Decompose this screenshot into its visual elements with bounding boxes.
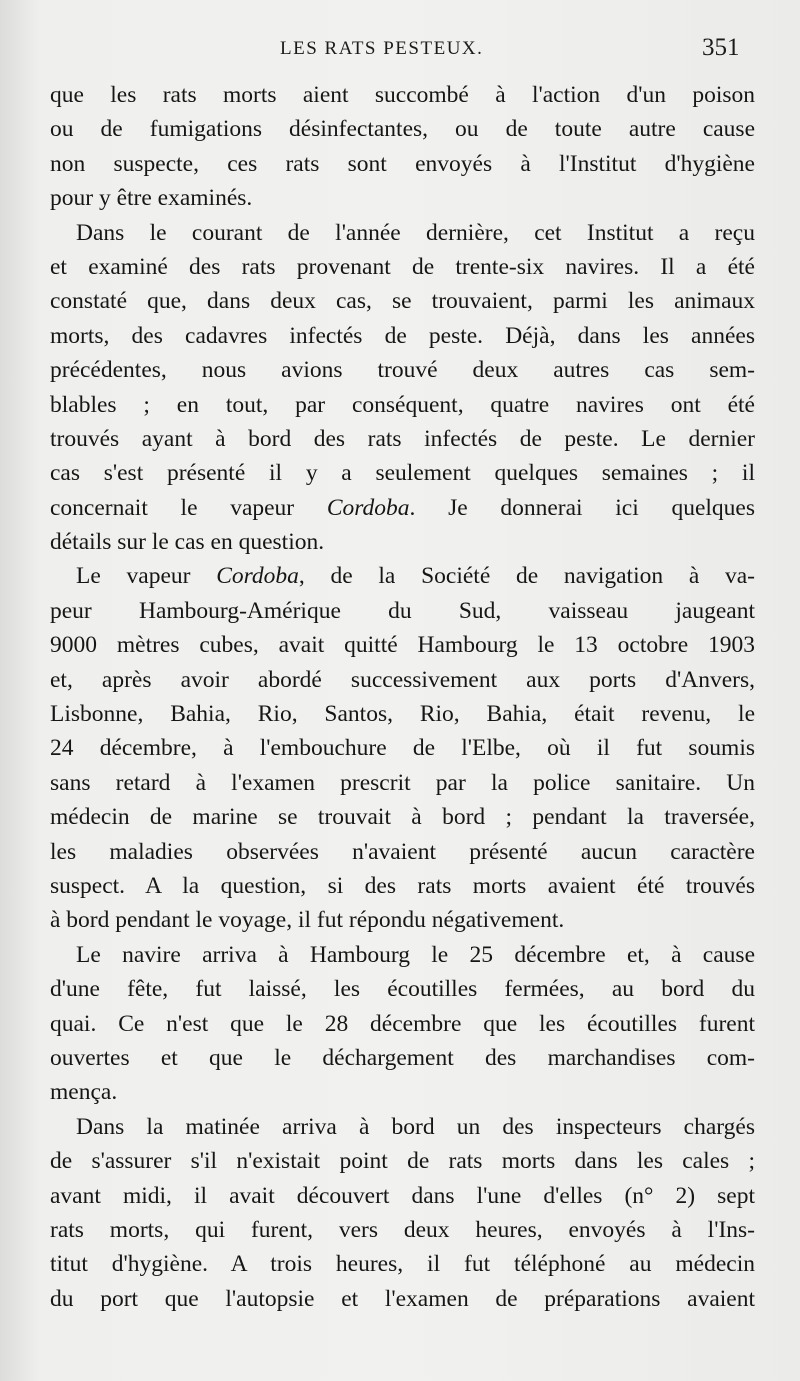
text-line: précédentes, nous avions trouvé deux autres cas sem- bbox=[50, 357, 755, 384]
text-line: Le navire arriva à Hambourg le 25 décembre et, à cause bbox=[76, 941, 755, 968]
text-line: de s'assurer s'il n'existait point de rats morts dans les cales ; bbox=[50, 1148, 755, 1175]
text-line: sans retard à l'examen prescrit par la police sanitaire. Un bbox=[50, 769, 755, 796]
page-header bbox=[0, 32, 800, 72]
text-line: rats morts, qui furent, vers deux heures, envoyés à l'Ins- bbox=[50, 1216, 755, 1243]
text-line: d'une fête, fut laissé, les écoutilles fermées, au bord du bbox=[50, 976, 755, 1003]
paragraph-2 bbox=[50, 216, 755, 560]
paragraph-3 bbox=[50, 559, 755, 937]
text-line: trouvés ayant à bord des rats infectés de peste. Le dernier bbox=[50, 425, 755, 452]
text-line: pour y être examinés. bbox=[50, 185, 253, 212]
text-line: Dans la matinée arriva à bord un des inspecteurs chargés bbox=[76, 1113, 755, 1140]
page-number: 351 bbox=[702, 34, 740, 61]
text-line: morts, des cadavres infectés de peste. Déjà, dans les années bbox=[50, 322, 755, 349]
ship-name: Cordoba bbox=[326, 494, 410, 521]
text-line: Dans le courant de l'année dernière, cet Institut a reçu bbox=[76, 219, 755, 246]
text-line: 24 décembre, à l'embouchure de l'Elbe, où il fut soumis bbox=[50, 735, 755, 762]
paragraph-5 bbox=[50, 1110, 755, 1316]
ship-name: Cordoba bbox=[216, 563, 299, 590]
text-line: quai. Ce n'est que le 28 décembre que les écoutilles furent bbox=[50, 1010, 755, 1037]
text-line: du port que l'autopsie et l'examen de préparations avaient bbox=[50, 1285, 755, 1312]
text-line: et, après avoir abordé successivement aux ports d'Anvers, bbox=[50, 666, 755, 693]
text-line bbox=[50, 491, 755, 525]
text-line: que les rats morts aient succombé à l'action d'un poison bbox=[50, 82, 755, 108]
paragraph-1 bbox=[50, 78, 755, 216]
body-text bbox=[50, 78, 755, 1316]
text-fragment: concernait le vapeur bbox=[50, 494, 327, 521]
text-line: à bord pendant le voyage, il fut répondu négativement. bbox=[50, 907, 565, 934]
text-line: mença. bbox=[50, 1079, 118, 1106]
text-line: ouvertes et que le déchargement des marchandises com- bbox=[50, 1044, 755, 1071]
running-title: LES RATS PESTEUX. bbox=[280, 38, 484, 59]
text-line: et examiné des rats provenant de trente-six navires. Il a été bbox=[50, 253, 755, 280]
text-line: cas s'est présenté il y a seulement quelques semaines ; il bbox=[50, 460, 755, 487]
text-line: suspect. A la question, si des rats morts avaient été trouvés bbox=[50, 872, 755, 899]
text-fragment: . Je donnerai ici quelques bbox=[409, 494, 755, 521]
text-line: non suspecte, ces rats sont envoyés à l'Institut d'hygiène bbox=[50, 150, 755, 177]
text-line: détails sur le cas en question. bbox=[50, 529, 325, 556]
text-fragment: Le vapeur bbox=[76, 563, 217, 590]
text-line: constaté que, dans deux cas, se trouvaient, parmi les animaux bbox=[50, 288, 755, 315]
text-line: les maladies observées n'avaient présenté aucun caractère bbox=[50, 838, 755, 865]
text-line: avant midi, il avait découvert dans l'une d'elles (n° 2) sept bbox=[50, 1182, 755, 1209]
text-line: 9000 mètres cubes, avait quitté Hambourg le 13 octobre 1903 bbox=[50, 632, 755, 659]
text-line: peur Hambourg-Amérique du Sud, vaisseau jaugeant bbox=[50, 597, 755, 624]
text-line: Lisbonne, Bahia, Rio, Santos, Rio, Bahia, était revenu, le bbox=[50, 701, 755, 728]
text-line: blables ; en tout, par conséquent, quatre navires ont été bbox=[50, 391, 755, 418]
text-line: ou de fumigations désinfectantes, ou de toute autre cause bbox=[50, 116, 755, 143]
paragraph-4 bbox=[50, 938, 755, 1110]
text-line: titut d'hygiène. A trois heures, il fut téléphoné au médecin bbox=[50, 1251, 755, 1278]
text-fragment: , de la Société de navigation à va- bbox=[298, 563, 755, 590]
text-line bbox=[50, 559, 755, 593]
text-line: médecin de marine se trouvait à bord ; pendant la traversée, bbox=[50, 804, 755, 831]
